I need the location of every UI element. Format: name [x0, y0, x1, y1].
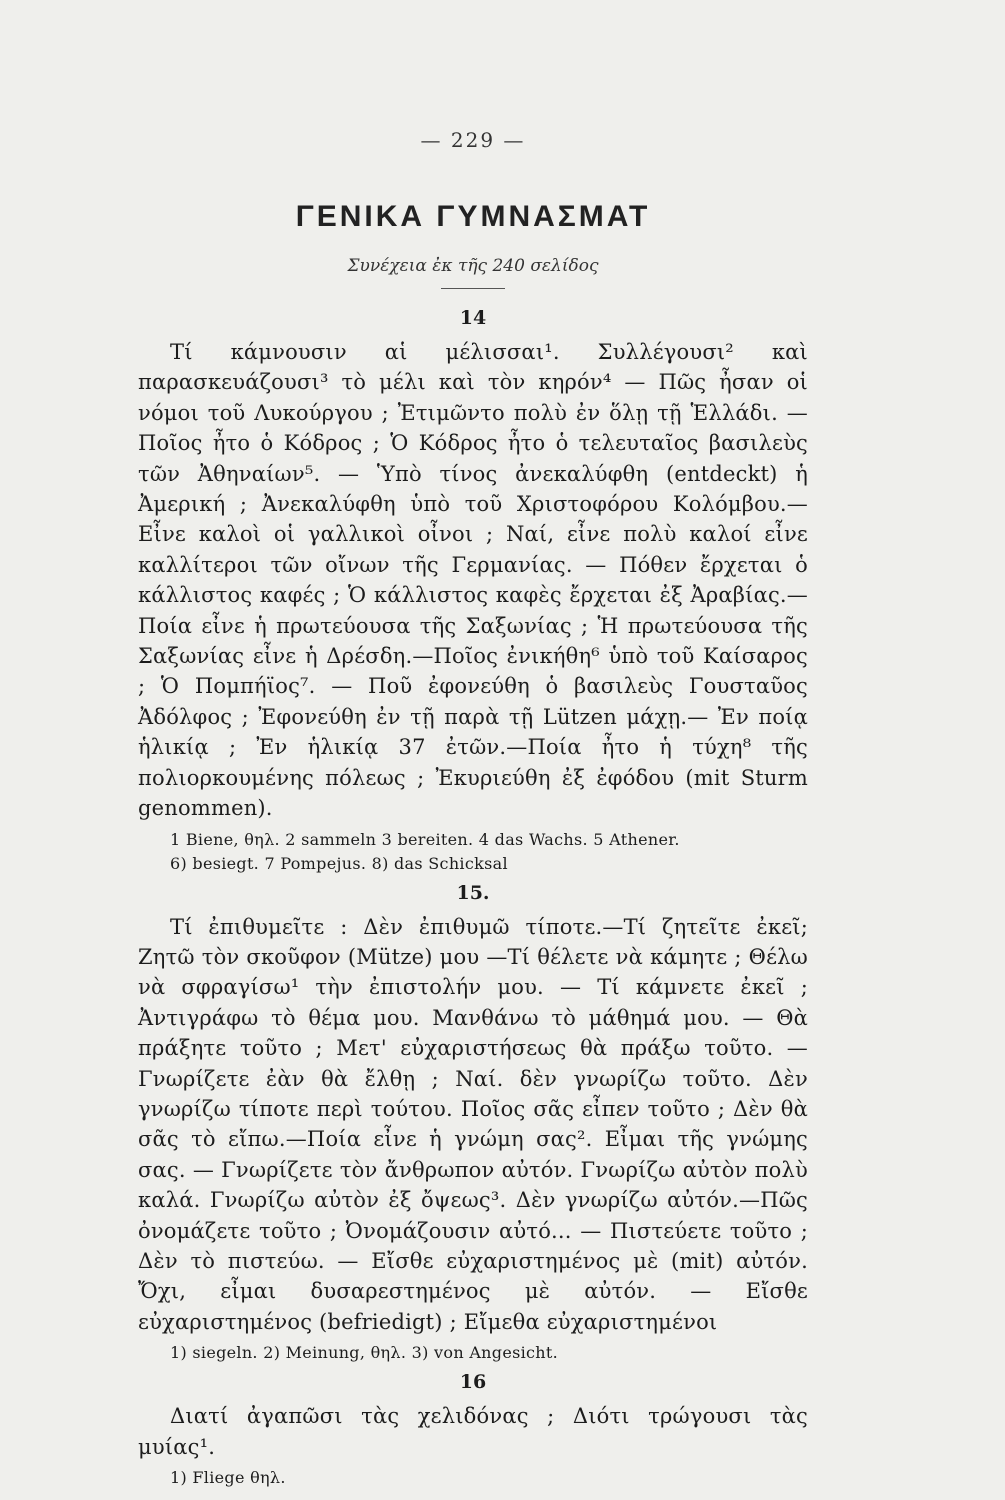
continuation-note: Συνέχεια ἐκ τῆς 240 σελίδος: [347, 256, 599, 276]
footnote-line: 1) Fliege θηλ.: [170, 1468, 286, 1487]
page-number: — 229 —: [420, 128, 526, 152]
section-number: 14: [459, 307, 487, 329]
footnotes: [138, 828, 808, 876]
footnote-line: 6) besiegt. 7 Pompejus. 8) das Schicksal: [170, 853, 508, 873]
title-divider: [441, 288, 505, 289]
exercise-15: [138, 882, 808, 1366]
footnote-line: 1) siegeln. 2) Meinung, θηλ. 3) von Angesicht.: [170, 1343, 558, 1363]
exercise-text: Διατί ἀγαπῶσι τὰς χελιδόνας ; Διότι τρώγουσι τὰς μυίας¹.: [138, 1404, 808, 1459]
exercise-16: [138, 1371, 808, 1490]
footnote-line: 1 Biene, θηλ. 2 sammeln 3 bereiten. 4 das Wachs. 5 Athener.: [170, 829, 680, 849]
footnotes: [138, 1341, 808, 1365]
page-title: ΓΕΝΙΚΑ ΓΥΜΝΑΣΜΑΤ: [295, 200, 651, 233]
exercise-text: Τί κάμνουσιν αἱ μέλισσαι¹. Συλλέγουσι² καὶ παρασκευάζουσι³ τὸ μέλι καὶ τὸν κηρόν⁴ — Πῶς ἦσαν οἱ νόμοι τοῦ Λυκούργου ; Ἐτιμῶντο πολὺ ἐν ὅλῃ τῇ Ἑλλάδι. — Ποῖος ἦτο ὁ Κόδρος ; Ὁ Κόδρος ἦτο ὁ τελευταῖος βασιλεὺς τῶν Ἀθηναίων⁵. — Ὑπὸ τίνος ἀνεκαλύφθη (entdeckt) ἡ Ἀμερική ; Ἀνεκαλύφθη ὑπὸ τοῦ Χριστοφόρου Κολόμβου.— Εἶνε καλοὶ οἱ γαλλικοὶ οἶνοι ; Ναί, εἶνε πολὺ καλοί εἶνε καλλίτεροι τῶν οἴνων τῆς Γερμανίας. — Πόθεν ἔρχεται ὁ κάλλιστος καφές ; Ὁ κάλλιστος καφὲς ἔρχεται ἐξ Ἀραβίας.—Ποία εἶνε ἡ πρωτεύουσα τῆς Σαξωνίας ; Ἡ πρωτεύουσα τῆς Σαξωνίας εἶνε ἡ Δρέσδη.—Ποῖος ἐνικήθη⁶ ὑπὸ τοῦ Καίσαρος ; Ὁ Πομπήϊος⁷. — Ποῦ ἐφονεύθη ὁ βασιλεὺς Γουσταῦος Ἀδόλφος ; Ἐφονεύθη ἐν τῇ παρὰ τῇ Lützen μάχῃ.— Ἐν ποίᾳ ἡλικίᾳ ; Ἐν ἡλικίᾳ 37 ἐτῶν.—Ποία ἦτο ἡ τύχη⁸ τῆς πολιορκουμένης πόλεως ; Ἐκυριεύθη ἐξ ἐφόδου (mit Sturm genommen).: [138, 340, 808, 821]
exercise-text: Τί ἐπιθυμεῖτε : Δὲν ἐπιθυμῶ τίποτε.—Τί ζητεῖτε ἐκεῖ; Ζητῶ τὸν σκοῦφον (Mütze) μου —Τί θέλετε νὰ κάμητε ; Θέλω νὰ σφραγίσω¹ τὴν ἐπιστολήν μου. — Τί κάμνετε ἐκεῖ ; Ἀντιγράφω τὸ θέμα μου. Μανθάνω τὸ μάθημά μου. — Θὰ πράξητε τοῦτο ; Μετ' εὐχαριστήσεως θὰ πράξω τοῦτο. — Γνωρίζετε ἐὰν θὰ ἔλθῃ ; Ναί. δὲν γνωρίζω τοῦτο. Δὲν γνωρίζω τίποτε περὶ τούτου. Ποῖος σᾶς εἶπεν τοῦτο ; Δὲν θὰ σᾶς τὸ εἴπω.—Ποία εἶνε ἡ γνώμη σας². Εἶμαι τῆς γνώμης σας. — Γνωρίζετε τὸν ἄνθρωπον αὐτόν. Γνωρίζω αὐτὸν πολὺ καλά. Γνωρίζω αὐτὸν ἐξ ὄψεως³. Δὲν γνωρίζω αὐτόν.—Πῶς ὀνομάζετε τοῦτο ; Ὀνομάζουσιν αὐτό... — Πιστεύετε τοῦτο ; Δὲν τὸ πιστεύω. — Εἴσθε εὐχαριστημένος μὲ (mit) αὐτόν. Ὄχι, εἶμαι δυσαρεστημένος μὲ αὐτόν. — Εἴσθε εὐχαριστημένος (befriedigt) ; Εἴμεθα εὐχαριστημένοι: [138, 914, 808, 1334]
footnotes: [138, 1466, 808, 1490]
section-number: 16: [459, 1371, 487, 1394]
book-page: [138, 128, 808, 1496]
section-number: 15.: [456, 881, 490, 904]
exercise-14: [138, 307, 808, 876]
